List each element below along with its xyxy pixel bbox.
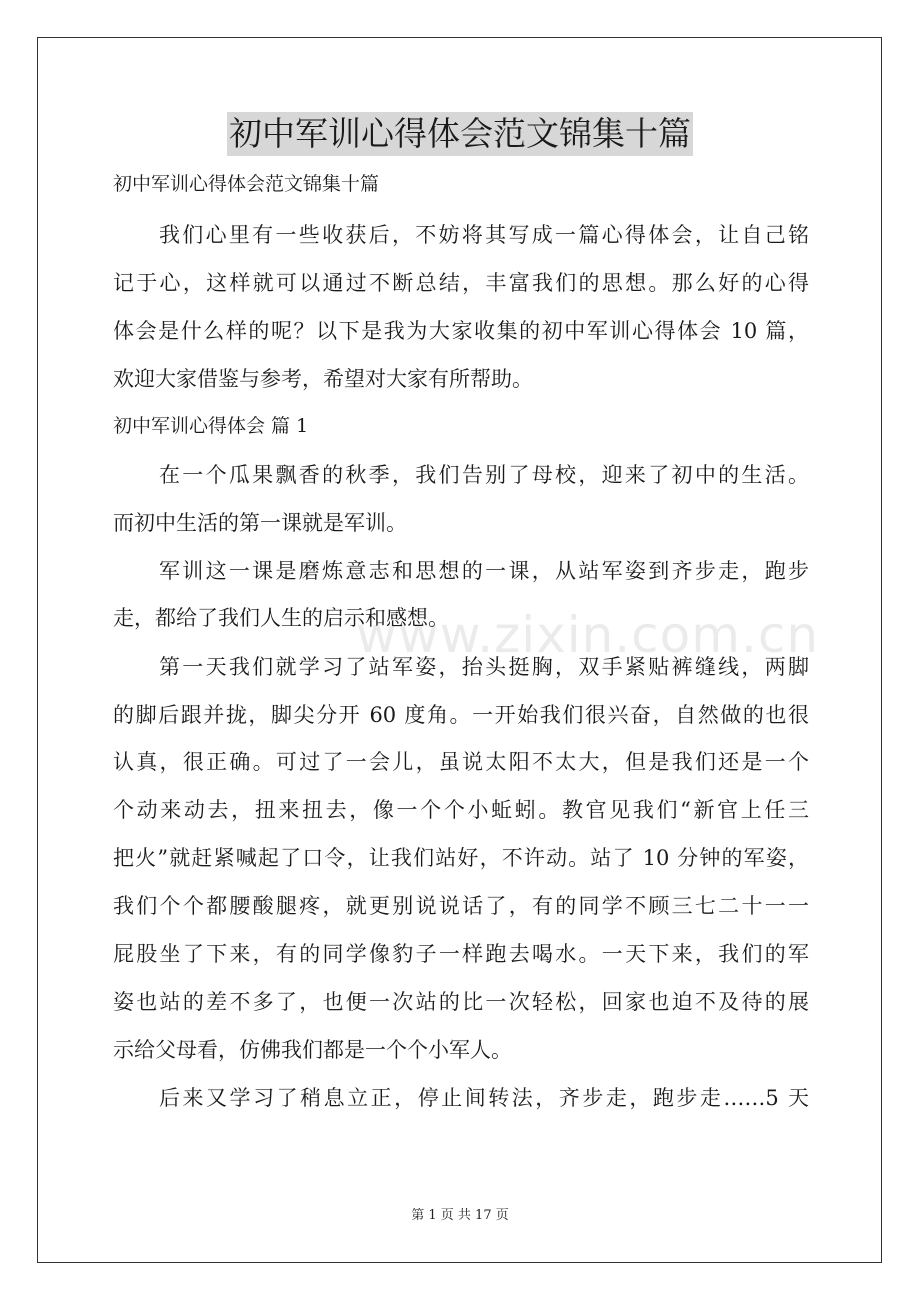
intro-line: 体会是什么样的呢？以下是我为大家收集的初中军训心得体会 10 篇， (113, 319, 809, 343)
paragraph-line: 后来又学习了稍息立正，停止间转法，齐步走，跑步走……5 天 (159, 1086, 809, 1110)
intro-line: 我们心里有一些收获后，不妨将其写成一篇心得体会，让自己铭 (159, 223, 809, 247)
paragraph-line: 示给父母看，仿佛我们都是一个个小军人。 (113, 1038, 512, 1062)
document-subtitle: 初中军训心得体会范文锦集十篇 (113, 173, 380, 195)
paragraph-line: 屁股坐了下来，有的同学像豹子一样跑去喝水。一天下来，我们的军 (113, 942, 809, 966)
intro-line: 欢迎大家借鉴与参考，希望对大家有所帮助。 (113, 367, 533, 391)
paragraph-line: 在一个瓜果飘香的秋季，我们告别了母校，迎来了初中的生活。 (159, 463, 809, 487)
paragraph-line: 的脚后跟并拢，脚尖分开 60 度角。一开始我们很兴奋，自然做的也很 (113, 703, 809, 727)
paragraph-line: 我们个个都腰酸腿疼，就更别说说话了，有的同学不顾三七二十一一 (113, 894, 809, 918)
paragraph-line: 认真，很正确。可过了一会儿，虽说太阳不太大，但是我们还是一个 (113, 750, 809, 774)
watermark: www.zixin.com.cn (356, 606, 820, 664)
paragraph-line: 个动来动去，扭来扭去，像一个个小蚯蚓。教官见我们“新官上任三 (113, 798, 809, 822)
document-title: 初中军训心得体会范文锦集十篇 (227, 112, 693, 156)
paragraph-line: 军训这一课是磨炼意志和思想的一课，从站军姿到齐步走，跑步 (159, 559, 809, 583)
section-heading: 初中军训心得体会 篇 1 (113, 415, 309, 437)
paragraph-line: 姿也站的差不多了，也便一次站的比一次轻松，回家也迫不及待的展 (113, 990, 809, 1014)
title-row (0, 112, 920, 156)
paragraph-line: 第一天我们就学习了站军姿，抬头挺胸，双手紧贴裤缝线，两脚 (159, 655, 809, 679)
paragraph-line: 走，都给了我们人生的启示和感想。 (113, 606, 449, 630)
page-number: 第 1 页 共 17 页 (411, 1208, 509, 1223)
paragraph-line: 把火”就赶紧喊起了口令，让我们站好，不许动。站了 10 分钟的军姿， (113, 846, 809, 870)
paragraph-line: 而初中生活的第一课就是军训。 (113, 511, 407, 535)
intro-line: 记于心，这样就可以通过不断总结，丰富我们的思想。那么好的心得 (113, 271, 809, 295)
